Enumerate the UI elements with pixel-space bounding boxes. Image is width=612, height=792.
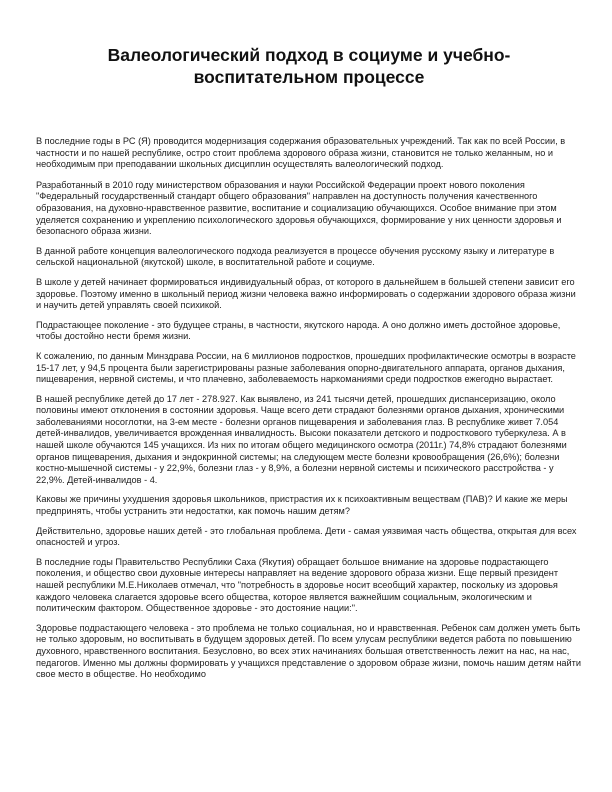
paragraph-2: Разработанный в 2010 году министерством образования и науки Российской Федерации проект нового поколения "Федеральный государственный стандарт общего образования" направлен на доступность получения качественного образования, на духовно-нравственное развитие, воспитание и социализацию обучающихся. Особое внимание при этом уделяется сохранению и укреплению психологического здоровья обучающихся, формирование у них ценности здоровья и безопасного образа жизни.	[36, 179, 562, 237]
title-line-2: воспитательном процессе	[193, 67, 425, 87]
page-title	[36, 44, 582, 88]
title-line-1: Валеологический подход в социуме и учебно-	[107, 45, 511, 65]
paragraph-7: В нашей республике детей до 17 лет - 278.927. Как выявлено, из 241 тысячи детей, прошедших диспансеризацию, около половины имеют отклонения в состоянии здоровья. Чаще всего дети страдают болезнями органов дыхания, хроническими заболеваниями носоглотки, на 3-ем месте - болезни органов пищеварения и заболевания глаз. В республике живет 7.054 детей-инвалидов, увеличивается врожденная инвалидность. Высоки показатели детского и подросткового туберкулеза. А в нашей школе обучаются 145 учащихся. Из них по итогам общего медицинского осмотра (2011г.) 74,8% страдают болезнями органов пищеварения, дыхания и эндокринной системы; на следующем месте болезни кровообращения (26,6%); болезни костно-мышечной системы - у 22,9%, болезни глаз - у 8,9%, а болезни нервной системы и психического расстройства - у 22,9%. Детей-инвалидов - 4.	[36, 393, 567, 485]
paragraph-6: К сожалению, по данным Минздрава России, на 6 миллионов подростков, прошедших профилактические осмотры в возрасте 15-17 лет, у 94,5 процента были зарегистрированы разные заболевания опорно-двигательного аппарата, органов дыхания, пищеварения, нервной системы, и что плачевно, заболеваемость наркоманиями среди подростков ежегодно вырастает.	[36, 350, 576, 385]
paragraph-11: Здоровье подрастающего человека - это проблема не только социальная, но и нравственная. Ребенок сам должен уметь быть не только здоровым, но воспитывать в будущем здоровых детей. По всем улусам республики ведется работа по повышению духовного, нравственного воспитания. Безусловно, во всех этих начинаниях большая ответственность лежит на нас, на нас, педагогов. Именно мы должны формировать у учащихся представление о здоровом образе жизни, помочь нашим детям найти свое место в обществе. Но необходимо	[36, 622, 582, 680]
paragraph-8: Каковы же причины ухудшения здоровья школьников, пристрастия их к психоактивным веществам (ПАВ)? И какие же меры предпринять, чтобы устранить эти недостатки, как помочь нашим детям?	[36, 494, 568, 517]
paragraph-3: В данной работе концепция валеологического подхода реализуется в процессе обучения русскому языку и литературе в сельской национальной (якутской) школе, в воспитательной работе и социуме.	[36, 245, 555, 268]
paragraph-10: В последние годы Правительство Республики Саха (Якутия) обращает большое внимание на здоровье подрастающего поколения, и общество свои духовные интересы направляет на ведение здорового образа жизни. Еще первый президент нашей республики М.Е.Николаев отмечал, что "потребность в здоровье носит всеобщий характер, поскольку из здоровья каждого человека слагается здоровье всего общества, которое является важнейшим социальным, экологическим и политическим фактором. Общественное здоровье - это достояние нации:".	[36, 556, 559, 614]
paragraph-1: В последние годы в РС (Я) проводится модернизация содержания образовательных учреждений. Так как по всей России, в частности и по нашей республике, остро стоит проблема здорового образа жизни, становится не только желанным, но и необходимым при преподавании школьных дисциплин осуществлять валеологический подход.	[36, 136, 566, 170]
paragraph-9: Действительно, здоровье наших детей - это глобальная проблема. Дети - самая уязвимая часть общества, открытая для всех опасностей и угроз.	[36, 525, 577, 548]
paragraph-4: В школе у детей начинает формироваться индивидуальный образ, от которого в дальнейшем в большей степени зависит его здоровье. Поэтому именно в школьный период жизни человека важно информировать о содержании здорового образа жизни и научить детей управлять своей психикой.	[36, 276, 576, 311]
document-body	[36, 136, 582, 681]
paragraph-5: Подрастающее поколение - это будущее страны, в частности, якутского народа. А оно должно иметь достойное здоровье, чтобы достойно нести бремя жизни.	[36, 319, 561, 342]
